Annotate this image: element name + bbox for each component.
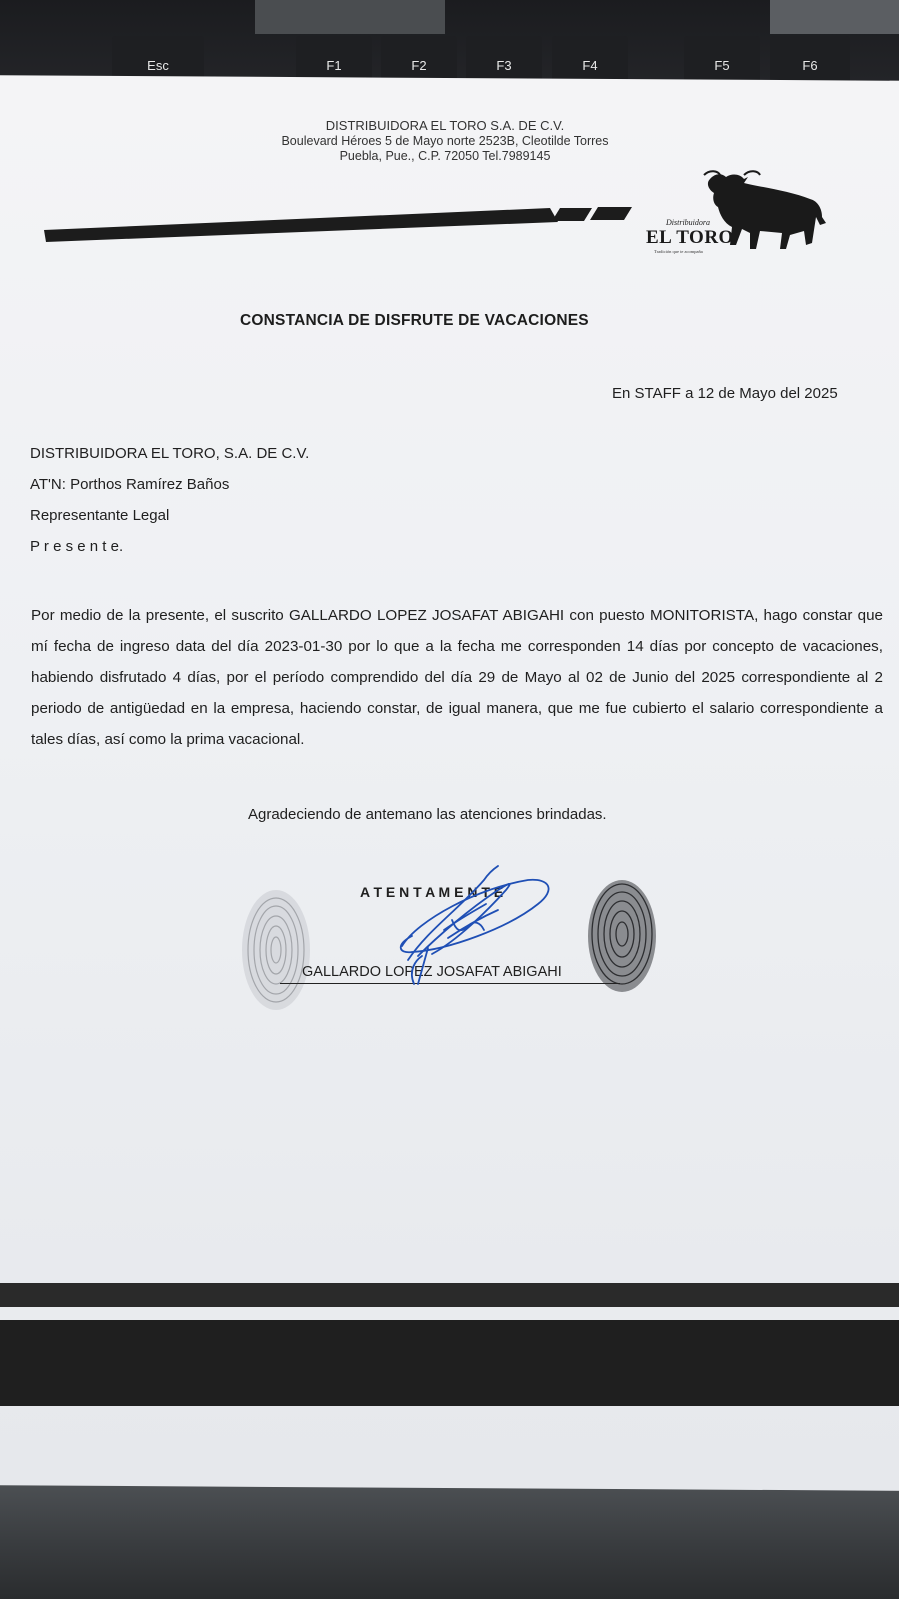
key-f2[interactable]: F2 [381, 36, 457, 94]
footer-gap [0, 1307, 899, 1320]
key-esc[interactable]: Esc [112, 36, 204, 94]
handwritten-signature [388, 860, 558, 990]
footer-stripe-wide [0, 1320, 899, 1406]
key-f5[interactable]: F5 [684, 36, 760, 94]
recipient-role: Representante Legal [30, 507, 170, 524]
recipient-presente: P r e s e n t e. [30, 538, 124, 555]
company-header: DISTRIBUIDORA EL TORO S.A. DE C.V. [325, 118, 565, 133]
el-toro-logo [640, 165, 840, 260]
logo-small-text: Distribuidora [666, 218, 711, 227]
signer-name: GALLARDO LOPEZ JOSAFAT ABIGAHI [302, 964, 562, 980]
closing-line: Agradeciendo de antemano las atenciones brindadas. [248, 806, 607, 823]
address-line-1: Boulevard Héroes 5 de Mayo norte 2523B, Cleotilde Torres [281, 134, 609, 148]
logo-name: EL TORO [646, 227, 734, 248]
key-f6[interactable]: F6 [770, 36, 850, 94]
fingerprint-left-icon [238, 886, 314, 1014]
body-paragraph: Por medio de la presente, el suscrito GALLARDO LOPEZ JOSAFAT ABIGAHI con puesto MONITORISTA, hago constar que mí fecha de ingreso data del día 2023-01-30 por lo que a la fecha me corresponden 14 días por concepto de vacaciones, habiendo disfrutado 4 días, por el período comprendido del día 29 de Mayo al 02 de Junio del 2025 correspondiente al 2 periodo de antigüedad en la empresa, haciendo constar, de igual manera, que me fue cubierto el salario correspondiente a tales días, así como la prima vacacional. [31, 607, 883, 748]
key-f4[interactable]: F4 [552, 36, 628, 94]
fingerprint-right-icon [584, 876, 660, 996]
key-f1[interactable]: F1 [296, 36, 372, 94]
logo-tagline: Tradición que te acompaña [654, 249, 703, 254]
key-f3[interactable]: F3 [466, 36, 542, 94]
header-stripe [40, 200, 640, 248]
footer-stripe-thin [0, 1283, 899, 1307]
address-line-2: Puebla, Pue., C.P. 72050 Tel.7989145 [339, 149, 551, 163]
signoff-label: A T E N T A M E N T E [360, 884, 504, 900]
place-date: En STAFF a 12 de Mayo del 2025 [612, 385, 838, 402]
recipient-company: DISTRIBUIDORA EL TORO, S.A. DE C.V. [30, 445, 310, 462]
document-title: CONSTANCIA DE DISFRUTE DE VACACIONES [240, 312, 589, 329]
recipient-attn: AT'N: Porthos Ramírez Baños [30, 476, 230, 493]
